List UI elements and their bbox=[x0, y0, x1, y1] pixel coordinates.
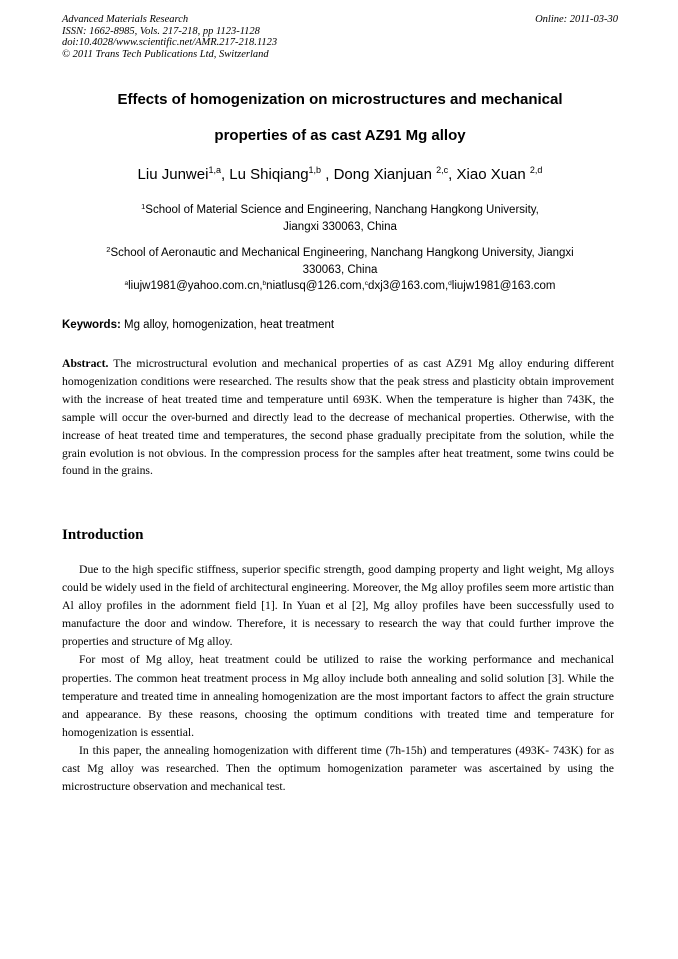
author-list: Liu Junwei$^{1,a}$, Lu Shiqiang$^{1,b}$ , Dong Xianjuan $^{2,c}$, Xiao Xuan $^{2,d}$ bbox=[137, 165, 543, 183]
online-date: Online: 2011-03-30 bbox=[535, 14, 618, 25]
affiliation-text: Jiangxi 330063, China bbox=[283, 221, 397, 233]
abstract bbox=[62, 355, 614, 480]
section-heading-introduction: Introduction bbox=[62, 527, 144, 543]
abstract-label: Abstract. bbox=[62, 357, 109, 370]
paragraph: In this paper, the annealing homogenization with different time (7h-15h) and temperatures (493K- 743K) for as cast Mg alloy was researched. Then the optimum homogenization parameter was ascertained by using the microstructure observation and mechanical test. bbox=[62, 743, 614, 794]
author-name: Xiao Xuan bbox=[456, 166, 526, 183]
paragraph: Due to the high specific stiffness, superior specific strength, good damping property and light weight, Mg alloys could be widely used in the field of architectural engineering. Moreover, the Mg alloy profiles seem more artistic than Al alloy profiles in the adornment field [1]. In Yuan et al [2], Mg alloy profiles have been successfully used to manufacture the door and window. Therefore, it is necessary to research the way that could further improve the properties and structure of Mg alloy. bbox=[62, 563, 614, 649]
doi-line[interactable]: doi:10.4028/www.scientific.net/AMR.217-218.1123 bbox=[62, 37, 278, 48]
keywords-text: Mg alloy, homogenization, heat treatment bbox=[124, 319, 335, 331]
email-address[interactable]: liujw1981@163.com bbox=[451, 280, 556, 292]
affiliation-text: School of Material Science and Engineering, Nanchang Hangkong University, bbox=[145, 204, 539, 216]
abstract-text: The microstructural evolution and mechanical properties of as cast AZ91 Mg alloy enduring different homogenization conditions were researched. The results show that the peak stress and plasticity obtain improvement with the increase of heat treated time and temperature until 693K. When the temperature is higher than 743K, the sample will occur the over-burned and directly lead to the decrease of mechanical properties. Otherwise, with the increase of heat treated time and temperatures, the second phase gradually precipitate from the solution, while the grain evolution is not obvious. In the compression process for the samples after heat treatment, some twins could be found in the grains. bbox=[62, 357, 614, 478]
affiliation-2 bbox=[62, 245, 618, 279]
affiliation-sup: 1 bbox=[141, 202, 146, 211]
paper-title-line-2: properties of as cast AZ91 Mg alloy bbox=[214, 127, 466, 144]
email-sup: d bbox=[448, 280, 452, 287]
journal-name: Advanced Materials Research bbox=[62, 14, 189, 25]
author-name: Lu Shiqiang bbox=[229, 166, 309, 183]
affiliation-1 bbox=[62, 202, 618, 236]
author-affiliation-sup: 1,b bbox=[308, 165, 322, 175]
paragraph: For most of Mg alloy, heat treatment could be utilized to raise the working performance and mechanical properties. The common heat treatment process in Mg alloy include both annealing and solid solution [3]. While the temperature and treated time in annealing homogenization are the most important factors to affect the grain structure and appearance. By these reasons, choosing the optimum conditions with treated time and temperature for homogenization is essential. bbox=[62, 653, 614, 739]
email-sup: b bbox=[262, 280, 267, 287]
copyright-line: © 2011 Trans Tech Publications Ltd, Switzerland bbox=[62, 48, 269, 60]
email-sup: c bbox=[364, 280, 369, 287]
author-affiliation-sup: 1,a bbox=[208, 165, 221, 175]
email-address[interactable]: dxj3@163.com bbox=[368, 280, 445, 292]
paper-title-line-1: Effects of homogenization on microstructures and mechanical bbox=[117, 91, 563, 108]
author-affiliation-sup: 2,d bbox=[529, 165, 543, 175]
affiliation-text: School of Aeronautic and Mechanical Engineering, Nanchang Hangkong University, Jiangxi bbox=[110, 247, 574, 259]
author-name: Dong Xianjuan bbox=[333, 166, 432, 183]
author-affiliation-sup: 2,c bbox=[436, 165, 449, 175]
email-address[interactable]: liujw1981@yahoo.com.cn bbox=[128, 280, 260, 292]
affiliation-sup: 2 bbox=[106, 245, 111, 254]
keywords-label: Keywords: bbox=[62, 319, 121, 331]
journal-header bbox=[62, 14, 618, 60]
email-sup: a bbox=[124, 280, 129, 287]
keywords bbox=[62, 319, 618, 331]
affiliation-text: 330063, China bbox=[302, 264, 378, 276]
introduction-body bbox=[62, 561, 614, 796]
author-name: Liu Junwei bbox=[137, 166, 209, 183]
email-address[interactable]: niatlusq@126.com bbox=[266, 280, 362, 292]
email-list: $^a$liujw1981@yahoo.com.cn,$^b$niatlusq@126.com,$^c$dxj3@163.com,$^d$liujw1981@163.com bbox=[124, 280, 556, 292]
issn-line: ISSN: 1662-8985, Vols. 217-218, pp 1123-1128 bbox=[62, 25, 260, 37]
